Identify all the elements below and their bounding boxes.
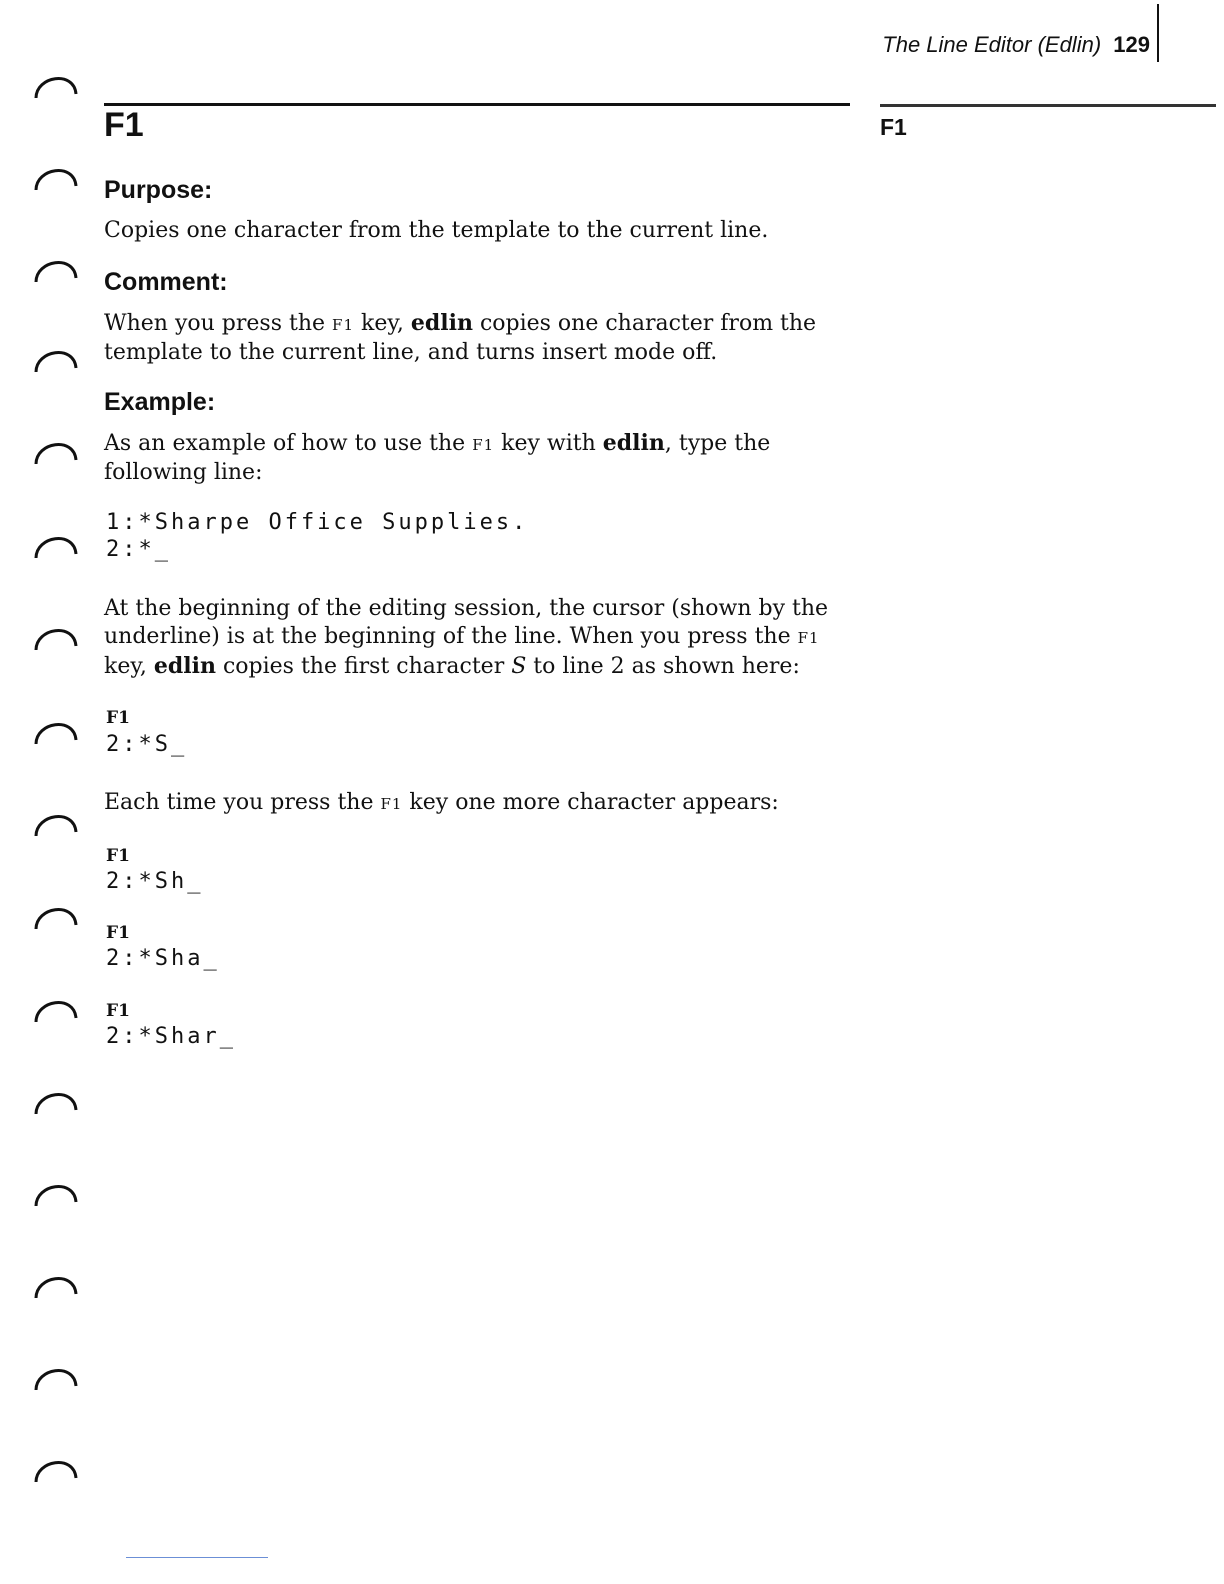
edge-bar (1157, 4, 1159, 62)
step2-key: F1 (106, 846, 130, 866)
binder-hole-icon (30, 618, 82, 652)
section-rule (104, 103, 850, 106)
section-title: F1 (104, 106, 144, 144)
binder-hole-icon (30, 340, 82, 374)
key-label: F1 (332, 316, 354, 334)
example-explanation: At the beginning of the editing session, the cursor (shown by the underline) is at the beginning of the line. When you press the F1 key, edlin copies the first character S to line 2 as shown here: (104, 596, 829, 679)
footer-line (126, 1557, 268, 1558)
code-line: 2:*_ (106, 537, 171, 562)
side-tab-rule (880, 104, 1216, 107)
binder-hole-icon (30, 526, 82, 560)
binder-hole-icon (30, 158, 82, 192)
page-number: 129 (1113, 32, 1150, 57)
example-heading: Example: (104, 388, 216, 416)
binder-hole-icon (30, 1450, 82, 1484)
step4-line: 2:*Shar_ (106, 1024, 236, 1049)
key-label: F1 (797, 629, 820, 647)
step1-line: 2:*S_ (106, 732, 188, 757)
key-label: F1 (472, 436, 495, 454)
binder-hole-icon (30, 66, 82, 100)
step4-key: F1 (106, 1001, 130, 1021)
running-title: The Line Editor (Edlin) (882, 32, 1102, 57)
code-line: 1:*Sharpe Office Supplies. (106, 510, 529, 535)
step3-line: 2:*Sha_ (106, 946, 220, 971)
running-header (882, 32, 1150, 58)
step3-key: F1 (106, 923, 130, 943)
comment-heading: Comment: (104, 268, 228, 296)
example-intro: As an example of how to use the F1 key with edlin, type the following line: (104, 430, 771, 485)
code-block-initial (106, 509, 528, 563)
binder-hole-icon (30, 250, 82, 284)
key-label: F1 (380, 795, 403, 813)
step2-line: 2:*Sh_ (106, 869, 204, 894)
binder-hole-icon (30, 990, 82, 1024)
binder-hole-icon (30, 432, 82, 466)
purpose-text: Copies one character from the template to the current line. (104, 218, 769, 243)
binder-hole-icon (30, 712, 82, 746)
binder-hole-icon (30, 1174, 82, 1208)
purpose-heading: Purpose: (104, 176, 213, 204)
binder-hole-icon (30, 1266, 82, 1300)
binder-hole-icon (30, 1358, 82, 1392)
step1-key: F1 (106, 708, 130, 728)
side-tab-label: F1 (880, 114, 907, 140)
comment-text: When you press the F1 key, edlin copies one character from the template to the current line, and turns insert mode off. (104, 310, 817, 365)
each-time-text: Each time you press the F1 key one more character appears: (104, 790, 779, 815)
binder-hole-icon (30, 897, 82, 931)
binder-hole-icon (30, 804, 82, 838)
binder-hole-icon (30, 1082, 82, 1116)
